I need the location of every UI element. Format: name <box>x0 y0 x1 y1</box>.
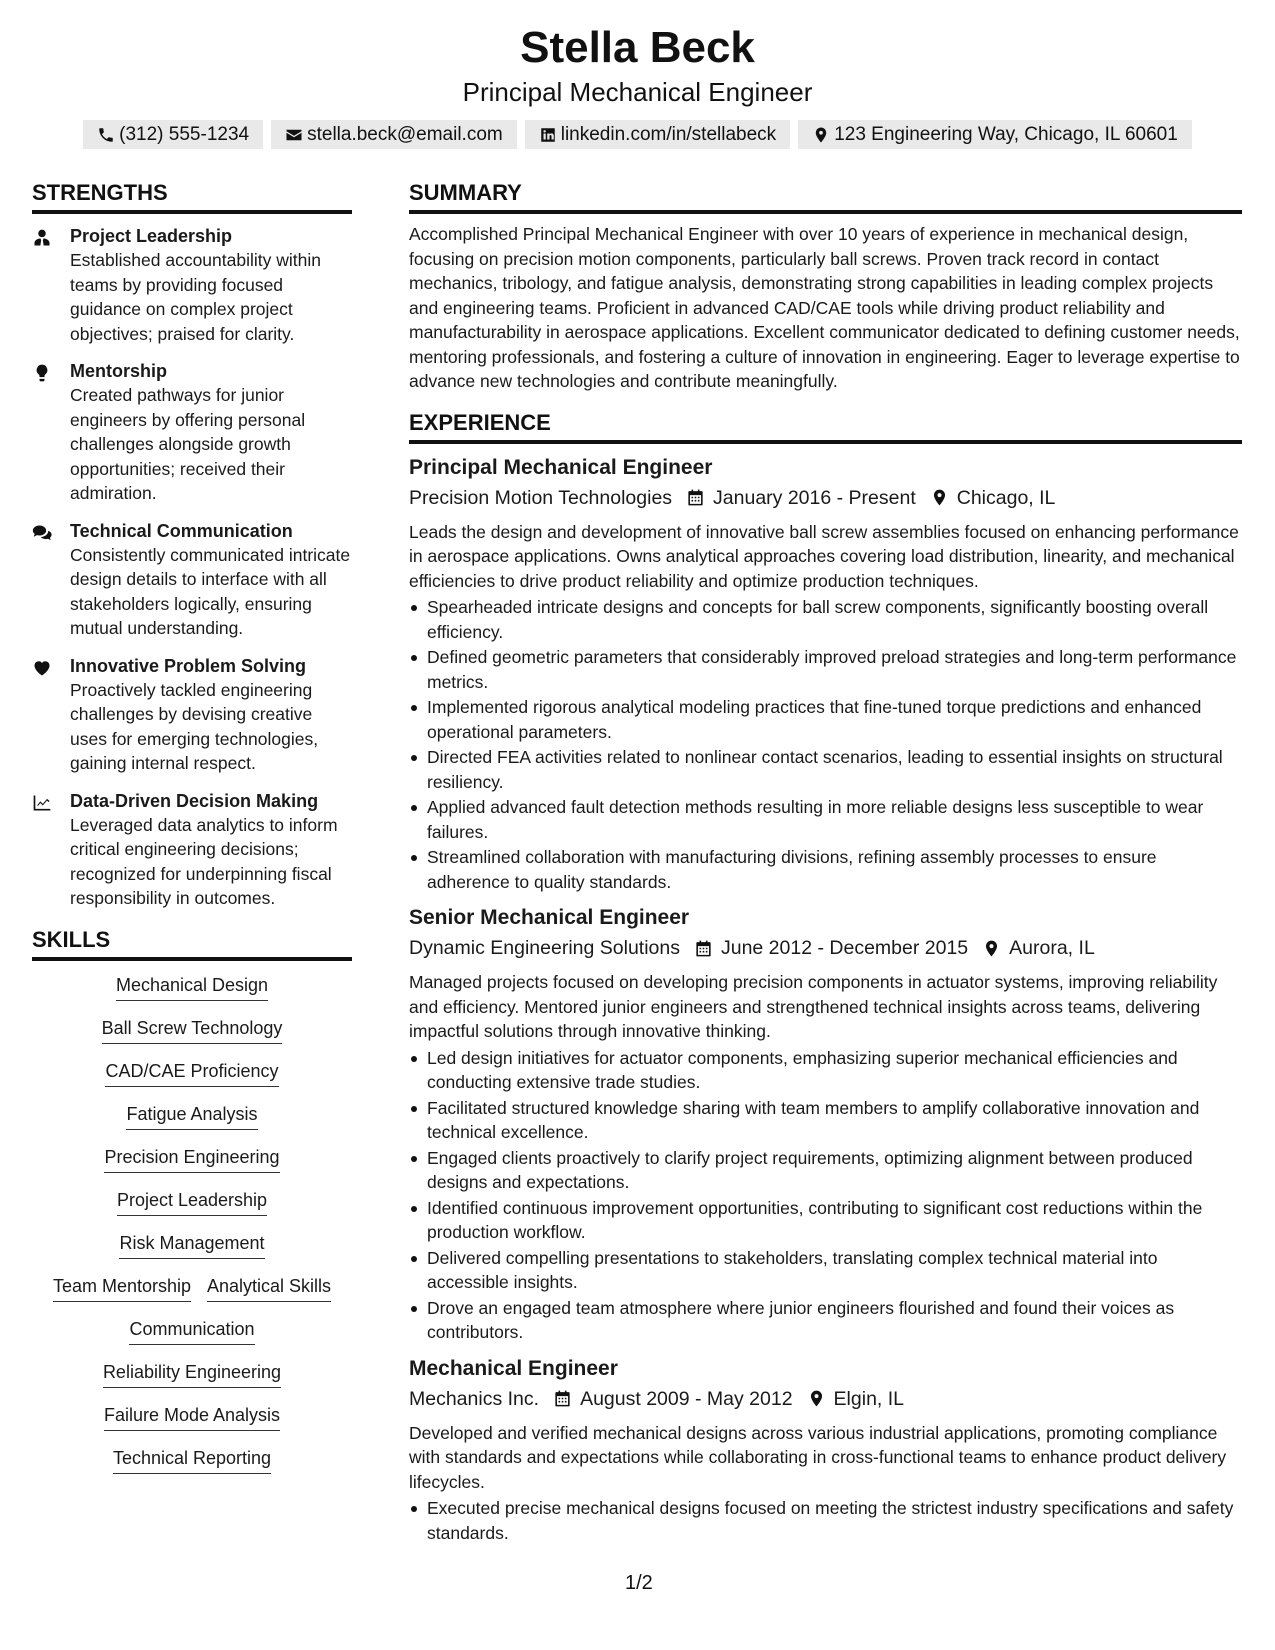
skill-tag: Mechanical Design <box>116 973 268 1001</box>
strengths-list <box>32 224 352 911</box>
job-meta <box>409 934 1242 962</box>
bullet-item: Directed FEA activities related to nonlinear contact scenarios, leading to essential insights on structural resiliency. <box>409 745 1242 794</box>
map-marker-icon <box>930 488 949 507</box>
linkedin-text: linkedin.com/in/stellabeck <box>560 123 777 145</box>
comments-icon <box>32 523 52 543</box>
linkedin-icon <box>539 126 557 144</box>
strength-item <box>32 519 352 641</box>
skill-tag: Fatigue Analysis <box>126 1102 257 1130</box>
job-description: Developed and verified mechanical designs across various industrial applications, promoting compliance with standards and expectations while collaborating in cross-functional teams to enhance product delivery lifecycles. <box>409 1422 1227 1492</box>
skill-tag: Precision Engineering <box>104 1145 279 1173</box>
phone-icon <box>97 126 115 144</box>
job-role: Senior Mechanical Engineer <box>409 906 690 929</box>
skill-tag: Communication <box>129 1317 254 1345</box>
skill-tag: Team Mentorship <box>53 1274 191 1302</box>
bullet-item: Defined geometric parameters that considerably improved preload strategies and long-term performance metrics. <box>409 645 1242 694</box>
candidate-title: Principal Mechanical Engineer <box>462 77 813 107</box>
bullet-item: Facilitated structured knowledge sharing with team members to amplify collaborative innovation and technical excellence. <box>409 1096 1242 1145</box>
strength-item <box>32 789 352 911</box>
job-entry <box>409 1355 1242 1546</box>
experience-heading: EXPERIENCE <box>409 408 1242 444</box>
summary-heading: SUMMARY <box>409 178 1242 214</box>
skills-list <box>32 961 352 1489</box>
resume-header <box>0 22 1275 149</box>
skill-tag: Project Leadership <box>117 1188 267 1216</box>
lightbulb-icon <box>32 363 52 383</box>
strength-description: Created pathways for junior engineers by offering personal challenges alongside growth opportunities; received their admiration. <box>70 385 306 503</box>
strength-item <box>32 359 352 506</box>
job-entry <box>409 454 1242 895</box>
bullet-item: Led design initiatives for actuator components, emphasizing superior mechanical efficiencies and conducting extensive trade studies. <box>409 1046 1242 1095</box>
job-bullets <box>409 1496 1242 1545</box>
bullet-item: Applied advanced fault detection methods resulting in more reliable designs less susceptible to wear failures. <box>409 795 1242 844</box>
calendar-icon <box>686 488 705 507</box>
email-text: stella.beck@email.com <box>307 123 503 145</box>
skill-tag: Failure Mode Analysis <box>104 1403 280 1431</box>
heart-icon <box>32 658 52 678</box>
bullet-item: Identified continuous improvement opportunities, contributing to significant cost reductions within the production workflow. <box>409 1196 1242 1245</box>
calendar-icon <box>694 939 713 958</box>
job-meta <box>409 484 1242 512</box>
strength-title: Technical Communication <box>70 520 293 541</box>
bullet-item: Delivered compelling presentations to stakeholders, translating complex technical material into accessible insights. <box>409 1246 1242 1295</box>
job-company: Mechanics Inc. <box>409 1387 540 1410</box>
strength-description: Leveraged data analytics to inform critical engineering decisions; recognized for underpinning fiscal responsibility in outcomes. <box>70 814 338 908</box>
skill-tag: Analytical Skills <box>207 1274 331 1302</box>
contact-bar <box>0 120 1275 149</box>
left-column <box>32 178 352 1489</box>
job-description: Managed projects focused on developing precision components in actuator systems, improving reliability and efficiency. Mentored junior engineers and strengthened technical insights across teams, delivering impactful solutions through innovative thinking. <box>409 972 1218 1041</box>
job-entry <box>409 904 1242 1345</box>
chart-line-icon <box>32 793 52 813</box>
right-column <box>409 178 1242 1546</box>
strength-description: Established accountability within teams by providing focused guidance on complex project objectives; praised for clarity. <box>70 250 321 344</box>
skill-tag: Reliability Engineering <box>103 1360 281 1388</box>
contact-email[interactable] <box>271 120 517 149</box>
candidate-name: Stella Beck <box>520 23 755 72</box>
contact-linkedin[interactable] <box>525 120 790 149</box>
strength-item <box>32 224 352 346</box>
user-tie-icon <box>32 228 52 248</box>
skills-section <box>32 925 352 1489</box>
job-meta <box>409 1385 1242 1413</box>
job-location: Elgin, IL <box>833 1387 905 1410</box>
job-dates: August 2009 - May 2012 <box>580 1387 793 1410</box>
page-number: 1/2 <box>625 1572 653 1594</box>
phone-text: (312) 555-1234 <box>119 123 250 145</box>
strength-description: Consistently communicated intricate design details to interface with all stakeholders logically, ensuring mutual understanding. <box>70 544 351 638</box>
job-company: Dynamic Engineering Solutions <box>409 937 680 959</box>
strength-item <box>32 654 352 776</box>
skill-tag: Risk Management <box>119 1231 264 1259</box>
experience-section <box>409 408 1242 1546</box>
job-dates: January 2016 - Present <box>713 486 916 509</box>
job-location: Aurora, IL <box>1009 937 1095 959</box>
job-location: Chicago, IL <box>956 486 1056 509</box>
bullet-item: Executed precise mechanical designs focused on meeting the strictest industry specifications and safety standards. <box>409 1496 1242 1545</box>
strength-description: Proactively tackled engineering challenges by devising creative uses for emerging technologies, gaining internal respect. <box>70 679 319 773</box>
contact-phone[interactable] <box>83 120 263 149</box>
job-bullets <box>409 1046 1242 1345</box>
contact-address <box>798 120 1192 149</box>
envelope-icon <box>285 126 303 144</box>
skill-tag: Technical Reporting <box>113 1446 271 1474</box>
job-bullets <box>409 595 1242 894</box>
job-role: Mechanical Engineer <box>409 1356 618 1380</box>
strength-title: Innovative Problem Solving <box>70 655 307 676</box>
map-marker-icon <box>812 126 830 144</box>
calendar-icon <box>553 1389 572 1408</box>
job-dates: June 2012 - December 2015 <box>720 937 969 959</box>
summary-text: Accomplished Principal Mechanical Engineer with over 10 years of experience in mechanical design, focusing on precision motion components, particularly ball screws. Proven track record in contact mechanics, tribology, and fatigue analysis, demonstrating strong capabilities in leading complex projects and engineering teams. Proficient in advanced CAD/CAE tools while driving product reliability and manufacturability in aerospace applications. Excellent communicator dedicated to defining customer needs, mentoring professionals, and fostering a culture of innovation in engineering. Eager to leverage expertise to advance new technologies and contribute meaningfully. <box>409 224 1240 391</box>
strengths-heading: STRENGTHS <box>32 178 352 214</box>
bullet-item: Drove an engaged team atmosphere where junior engineers flourished and found their voices as contributors. <box>409 1296 1242 1345</box>
skill-tag: Ball Screw Technology <box>102 1016 283 1044</box>
address-text: 123 Engineering Way, Chicago, IL 60601 <box>834 123 1178 145</box>
bullet-item: Spearheaded intricate designs and concepts for ball screw components, significantly boosting overall efficiency. <box>409 595 1242 644</box>
skills-heading: SKILLS <box>32 925 352 961</box>
strength-title: Data-Driven Decision Making <box>70 790 319 811</box>
job-company: Precision Motion Technologies <box>409 486 673 509</box>
job-description: Leads the design and development of innovative ball screw assemblies focused on enhancing performance in aerospace applications. Owns analytical approaches covering load distribution, linearity, and mechanical efficiencies to drive product reliability and optimize production techniques. <box>409 521 1239 591</box>
bullet-item: Implemented rigorous analytical modeling practices that fine-tuned torque predictions and enhanced operational parameters. <box>409 695 1242 744</box>
map-marker-icon <box>807 1389 826 1408</box>
skill-tag: CAD/CAE Proficiency <box>105 1059 278 1087</box>
bullet-item: Streamlined collaboration with manufacturing divisions, refining assembly processes to ensure adherence to quality standards. <box>409 845 1242 894</box>
map-marker-icon <box>982 939 1001 958</box>
strength-title: Mentorship <box>70 361 167 381</box>
job-role: Principal Mechanical Engineer <box>409 455 713 479</box>
strength-title: Project Leadership <box>70 226 233 246</box>
bullet-item: Engaged clients proactively to clarify project requirements, optimizing alignment between produced designs and expectations. <box>409 1146 1242 1195</box>
